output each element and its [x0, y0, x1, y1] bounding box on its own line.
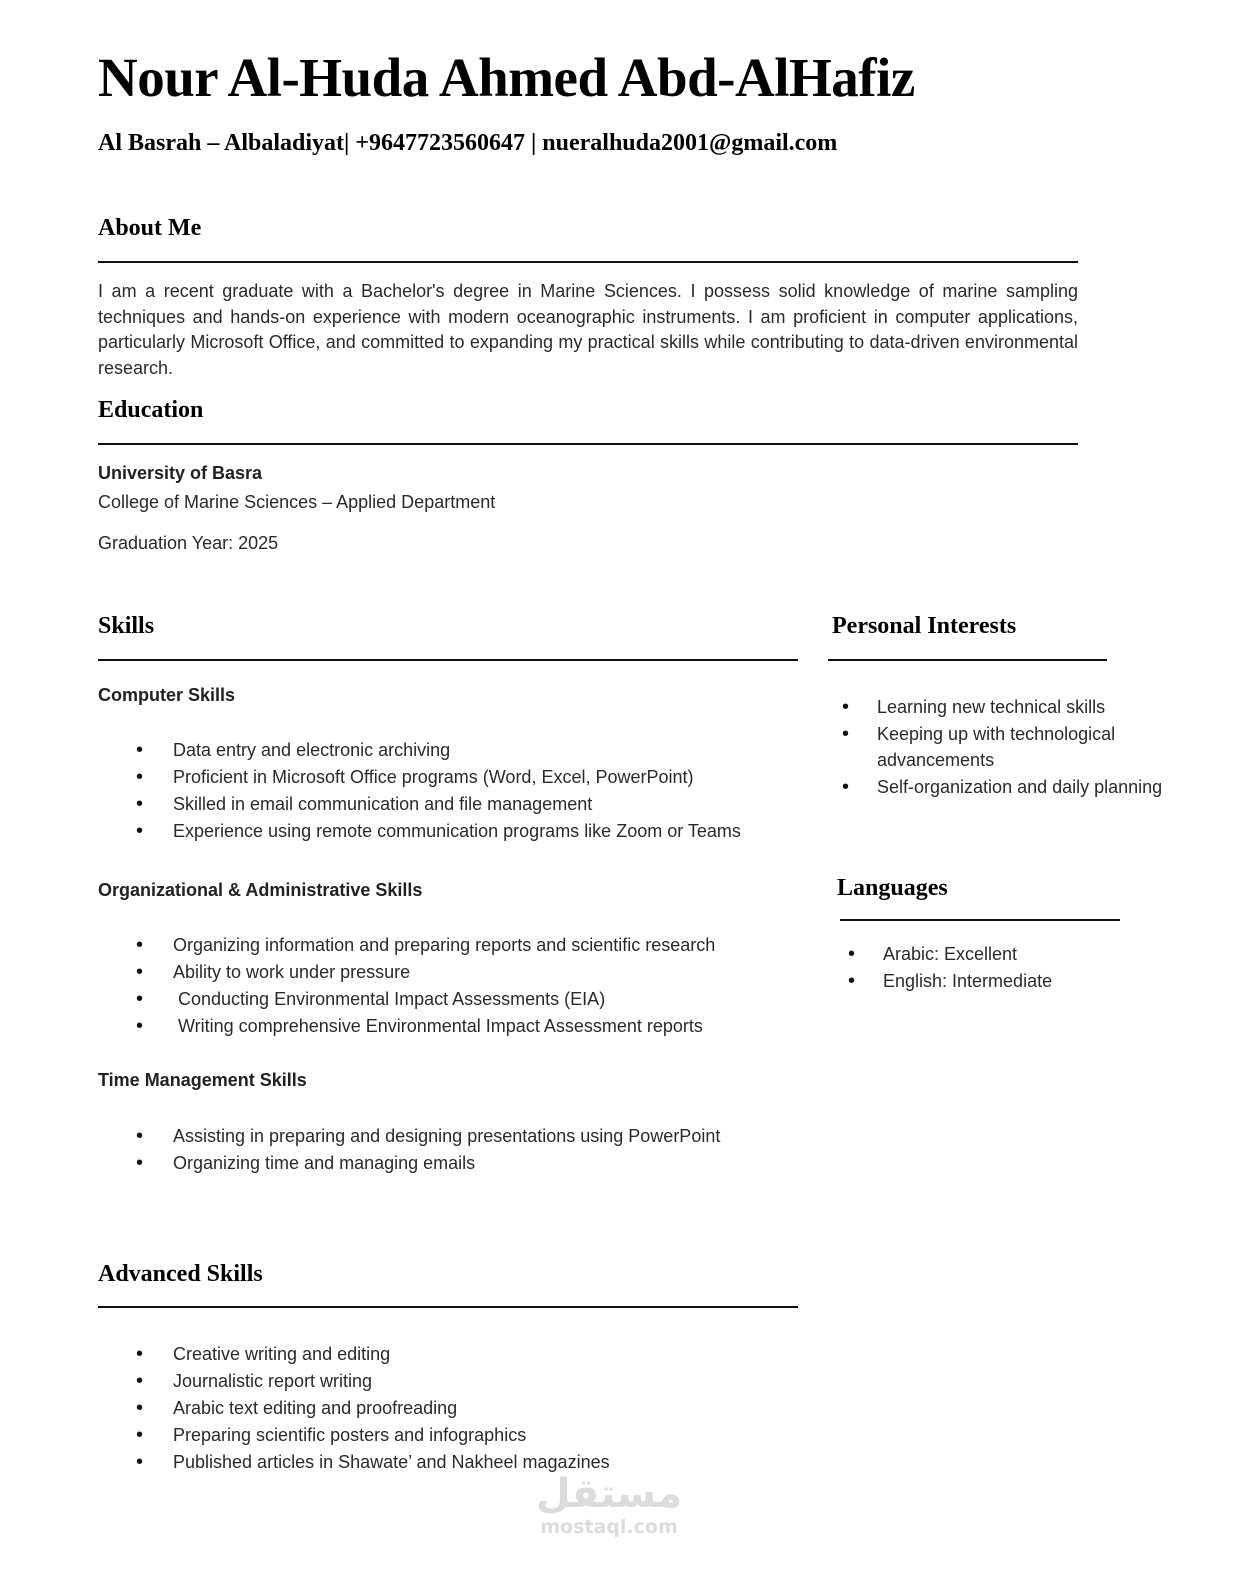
interests-heading: Personal Interests — [832, 613, 1017, 639]
languages-heading: Languages — [837, 875, 948, 901]
skills-group-title: Organizational & Administrative Skills — [98, 880, 423, 900]
skills-heading: Skills — [98, 613, 155, 639]
list-item: • English: Intermediate — [838, 968, 1138, 995]
list-item: • Published articles in Shawate’ and Nakheel magazines — [98, 1449, 610, 1476]
list-item: • Arabic text editing and proofreading — [98, 1395, 610, 1422]
list-item: • Self-organization and daily planning — [832, 774, 1197, 801]
list-item: • Learning new technical skills — [832, 694, 1197, 721]
list-item: • Journalistic report writing — [98, 1368, 610, 1395]
advanced-skills-list — [98, 1341, 610, 1475]
education-university: University of Basra — [98, 463, 263, 483]
list-item: • Proficient in Microsoft Office programs (Word, Excel, PowerPoint) — [98, 764, 741, 791]
about-heading: About Me — [98, 215, 202, 241]
list-item: • Experience using remote communication programs like Zoom or Teams — [98, 818, 741, 845]
list-item: • Conducting Environmental Impact Assessments (EIA) — [98, 986, 715, 1013]
resume-name: Nour Al-Huda Ahmed Abd-AlHafiz — [98, 47, 915, 108]
list-item: • Keeping up with technological advancements — [832, 721, 1137, 774]
list-item: • Skilled in email communication and file management — [98, 791, 741, 818]
list-item: • Arabic: Excellent — [838, 941, 1138, 968]
skills-group-title: Computer Skills — [98, 685, 236, 705]
about-text: I am a recent graduate with a Bachelor's degree in Marine Sciences. I possess solid knowledge of marine sampling techniques and hands-on experience with modern oceanographic instruments. I am proficient in computer applications, particularly Microsoft Office, and committed to expanding my practical skills while contributing to data-driven environmental research. — [98, 281, 1078, 378]
watermark-logo-text: mostaql.com — [540, 1516, 678, 1538]
skills-group-title: Time Management Skills — [98, 1070, 307, 1090]
list-item: • Creative writing and editing — [98, 1341, 610, 1368]
education-graduation: Graduation Year: 2025 — [98, 533, 279, 553]
interests-divider — [828, 659, 1107, 661]
interests-list — [832, 694, 1197, 800]
list-item: • Preparing scientific posters and infographics — [98, 1422, 610, 1449]
contact-line: Al Basrah – Albaladiyat| +9647723560647 | nueralhuda2001@gmail.com — [98, 130, 838, 156]
languages-divider — [840, 919, 1120, 921]
mostaql-watermark — [535, 1472, 683, 1538]
list-item: • Organizing information and preparing reports and scientific research — [98, 932, 715, 959]
list-item: • Data entry and electronic archiving — [98, 737, 741, 764]
computer-skills-list — [98, 737, 741, 845]
about-divider — [98, 261, 1078, 263]
advanced-skills-heading: Advanced Skills — [98, 1261, 263, 1287]
list-item: • Ability to work under pressure — [98, 959, 715, 986]
watermark-logo-mark: مستقل — [535, 1471, 683, 1517]
list-item: • Writing comprehensive Environmental Impact Assessment reports — [98, 1013, 715, 1040]
list-item: • Organizing time and managing emails — [98, 1150, 720, 1177]
education-college: College of Marine Sciences – Applied Department — [98, 492, 496, 512]
languages-list — [838, 941, 1138, 994]
time-management-skills-list — [98, 1123, 720, 1177]
list-item: • Assisting in preparing and designing presentations using PowerPoint — [98, 1123, 720, 1150]
organizational-skills-list — [98, 932, 715, 1040]
advanced-skills-divider — [98, 1306, 798, 1308]
skills-divider — [98, 659, 798, 661]
education-heading: Education — [98, 397, 204, 423]
education-divider — [98, 443, 1078, 445]
